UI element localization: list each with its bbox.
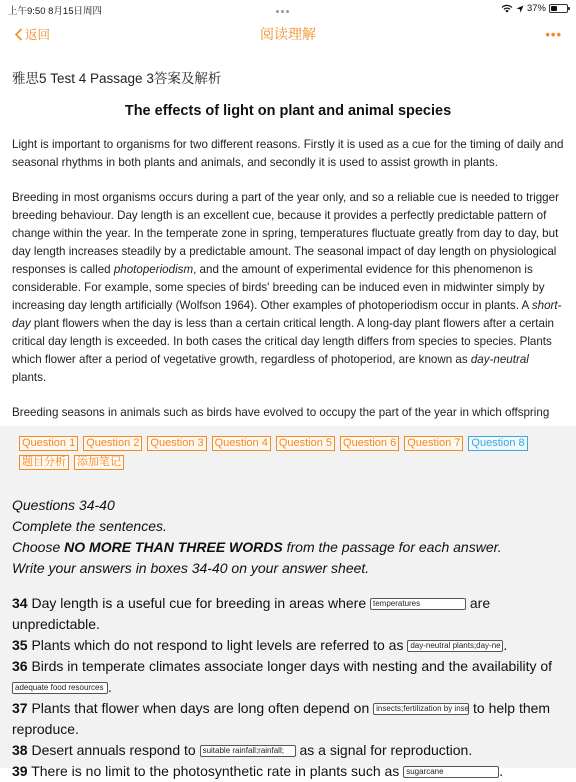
tab-question-7[interactable]: Question 7 xyxy=(404,436,463,451)
italic-term: photoperiodism xyxy=(113,263,194,276)
question-number: 38 xyxy=(12,742,28,758)
instructions-emphasis: NO MORE THAN THREE WORDS xyxy=(64,539,283,555)
instructions xyxy=(12,495,564,579)
wifi-icon xyxy=(501,4,513,13)
question-number: 39 xyxy=(12,763,28,779)
tab-question-6[interactable]: Question 6 xyxy=(340,436,399,451)
tab-add-note[interactable]: 添加笔记 xyxy=(74,455,124,470)
instructions-rule xyxy=(12,537,564,558)
question-text: as a signal for reproduction. xyxy=(295,742,473,758)
question-38 xyxy=(12,740,564,761)
passage-paragraph-3: Breeding seasons in animals such as birds have evolved to occupy the part of the year in which offspring xyxy=(12,406,550,419)
tab-question-5[interactable]: Question 5 xyxy=(276,436,335,451)
question-text: Day length is a useful cue for breeding in areas where xyxy=(27,595,370,611)
question-list xyxy=(12,593,564,782)
instructions-text: Choose xyxy=(12,539,65,555)
tab-question-4[interactable]: Question 4 xyxy=(212,436,271,451)
question-text: There is no limit to the photosynthetic rate in plants such as xyxy=(27,763,404,779)
answer-field-36[interactable]: adequate food resources xyxy=(12,682,108,694)
location-arrow-icon xyxy=(516,5,524,13)
question-tabs xyxy=(12,436,532,470)
instructions-task: Complete the sentences. xyxy=(12,518,167,534)
passage-paragraph-2 xyxy=(12,189,564,387)
status-time: 上午9:50 8月15日周四 xyxy=(8,6,102,17)
question-36 xyxy=(12,656,564,698)
answer-field-38[interactable]: suitable rainfall;rainfall; xyxy=(200,745,296,757)
paragraph-text: plant flowers when the day is less than a certain critical length. A long-day plant flowers after a certain critical day length is exceeded. In both cases the critical day length differs from species to species. Plants which flower after a period of vegetative growth, regardless of photoperiod, are known as xyxy=(12,317,554,366)
question-number: 37 xyxy=(12,700,28,716)
answer-field-39[interactable]: sugarcane xyxy=(403,766,499,778)
question-number: 34 xyxy=(12,595,28,611)
italic-term: short-day xyxy=(12,299,562,330)
question-text: . xyxy=(503,637,508,653)
tab-question-8[interactable]: Question 8 xyxy=(468,436,527,451)
italic-term: day-neutral xyxy=(470,353,529,366)
instructions-answer-sheet: Write your answers in boxes 34-40 on your answer sheet. xyxy=(12,560,370,576)
question-text: . xyxy=(499,763,504,779)
question-34 xyxy=(12,593,564,635)
question-panel xyxy=(0,426,576,779)
document-heading: 雅思5 Test 4 Passage 3答案及解析 xyxy=(12,71,222,86)
instructions-text: from the passage for each answer. xyxy=(282,539,502,555)
status-right xyxy=(501,3,568,14)
question-number: 35 xyxy=(12,637,28,653)
question-text: . xyxy=(108,679,112,695)
tab-question-2[interactable]: Question 2 xyxy=(83,436,142,451)
question-35 xyxy=(12,635,564,656)
instructions-range: Questions 34-40 xyxy=(12,497,115,513)
passage-scroll-area[interactable] xyxy=(0,50,576,425)
multitask-dots-icon xyxy=(276,5,300,9)
navigation-bar xyxy=(0,16,576,50)
question-text: Plants that flower when days are long often depend on xyxy=(27,700,374,716)
passage-title: The effects of light on plant and animal species xyxy=(124,103,452,119)
paragraph-text: Breeding in most organisms occurs during a part of the year only, and so a reliable cue is needed to trigger breeding behaviour. Day length is an excellent cue, because it provides a perfectly predictable pattern of change within the year. In the temperate zone in spring, temperatures fluctuate greatly from day to day, but day length increases steadily by a predictable amount. The seasonal impact of day length on physiological responses is called xyxy=(12,191,559,276)
question-37 xyxy=(12,698,564,740)
paragraph-text: plants. xyxy=(12,371,47,384)
question-text: Desert annuals respond to xyxy=(27,742,200,758)
question-39 xyxy=(12,761,564,782)
battery-icon xyxy=(549,4,568,13)
back-button[interactable] xyxy=(14,25,50,43)
tab-question-analysis[interactable]: 题目分析 xyxy=(19,455,69,470)
question-number: 36 xyxy=(12,658,28,674)
paragraph-text: , and the amount of experimental evidence for this phenomenon is considerable. For example, some species of birds' breeding can be induced even in midwinter simply by increasing day length artificially (Wolfson 1964). Other examples of photoperiodism occur in plants. A xyxy=(12,263,545,312)
back-label: 返回 xyxy=(25,28,51,42)
question-text: are unpredictable. xyxy=(12,595,491,632)
battery-percent: 37% xyxy=(526,3,546,14)
question-text: Birds in temperate climates associate longer days with nesting and the availability of xyxy=(27,658,553,674)
answer-field-37[interactable]: insects;fertilization by inse xyxy=(373,703,469,715)
question-text: Plants which do not respond to light levels are referred to as xyxy=(27,637,408,653)
page-title: 阅读理解 xyxy=(260,26,316,42)
more-options-icon[interactable]: ••• xyxy=(545,27,562,42)
question-text: to help them reproduce. xyxy=(12,700,551,737)
chevron-left-icon xyxy=(14,28,23,41)
answer-field-34[interactable]: temperatures xyxy=(370,598,466,610)
answer-field-35[interactable]: day-neutral plants;day-ne xyxy=(407,640,503,652)
tab-question-3[interactable]: Question 3 xyxy=(147,436,206,451)
tab-question-1[interactable]: Question 1 xyxy=(19,436,78,451)
passage-paragraph-1: Light is important to organisms for two different reasons. Firstly it is used as a cue for the timing of daily and seasonal rhythms in both plants and animals, and secondly it is used to assist growth in plants. xyxy=(12,138,564,169)
battery-level xyxy=(551,6,557,11)
status-bar xyxy=(0,0,576,16)
